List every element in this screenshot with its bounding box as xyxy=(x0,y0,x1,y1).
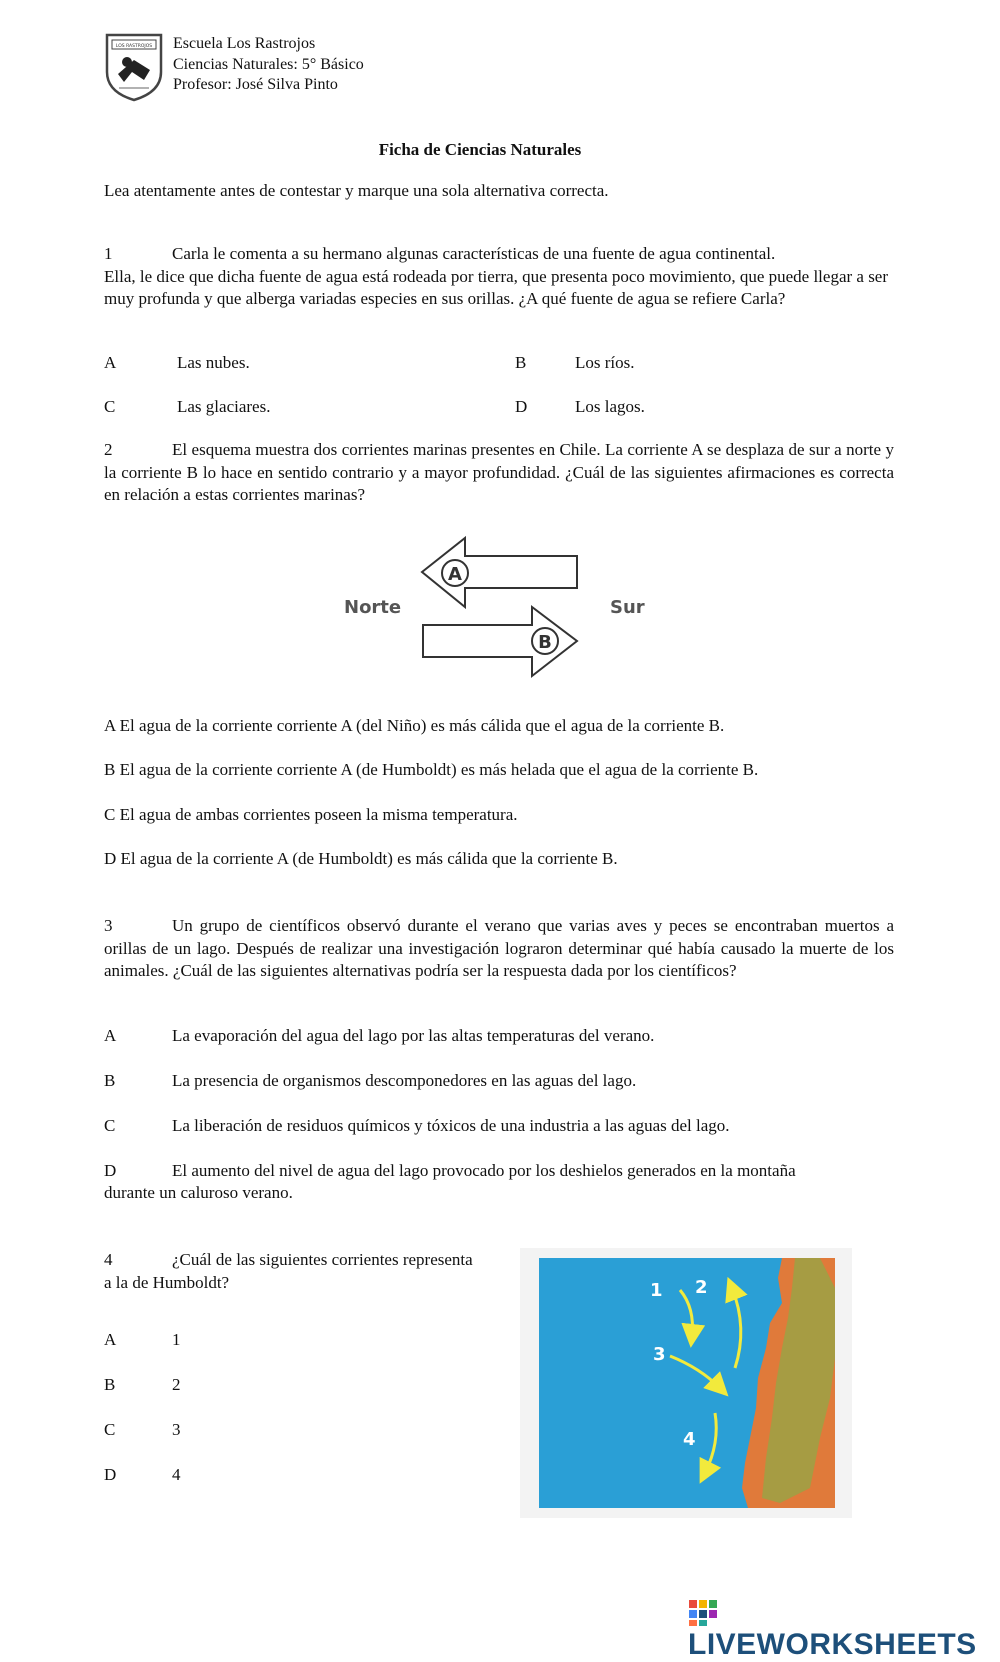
question-1 xyxy=(104,243,894,311)
q1-option-d-text[interactable]: Los lagos. xyxy=(575,397,645,416)
q2-option-c[interactable]: C El agua de ambas corrientes poseen la misma temperatura. xyxy=(104,805,518,824)
map-label-2: 2 xyxy=(695,1277,708,1298)
question-number: 4 xyxy=(104,1250,113,1269)
currents-arrow-diagram xyxy=(420,535,580,680)
q3-option-d-continued[interactable]: durante un caluroso verano. xyxy=(104,1183,293,1202)
question-number: 2 xyxy=(104,440,113,459)
question-2 xyxy=(104,439,894,507)
q1-option-b-letter[interactable]: B xyxy=(515,353,527,372)
q4-option-b-text[interactable]: 2 xyxy=(172,1375,181,1394)
brand-text: LIVEWORKSHEETS xyxy=(688,1628,977,1661)
q1-option-d-letter[interactable]: D xyxy=(515,397,528,416)
question-number: 1 xyxy=(104,244,113,263)
question-3 xyxy=(104,915,894,983)
q1-option-b-text[interactable]: Los ríos. xyxy=(575,353,635,372)
question-text-first: ¿Cuál de las siguientes corrientes representa xyxy=(172,1250,473,1269)
q2-option-d[interactable]: D El agua de la corriente A (de Humboldt) es más cálida que la corriente B. xyxy=(104,849,618,868)
page-title: Ficha de Ciencias Naturales xyxy=(378,140,582,159)
q3-option-d-letter[interactable]: D xyxy=(104,1161,117,1180)
q4-option-d-letter[interactable]: D xyxy=(104,1465,117,1484)
diagram-label-norte: Norte xyxy=(344,597,402,618)
arrow-a-label: A xyxy=(448,564,462,585)
svg-text:LOS RASTROJOS: LOS RASTROJOS xyxy=(115,44,153,49)
q1-option-a-text[interactable]: Las nubes. xyxy=(177,353,250,372)
school-header xyxy=(173,34,364,96)
teacher-line: Profesor: José Silva Pinto xyxy=(173,76,338,93)
map-label-1: 1 xyxy=(650,1280,663,1301)
question-text: Un grupo de científicos observó durante el verano que varias aves y peces se encontraban muertos a orillas de un lago. Después de realizar una investigación lograron determinar qué había causado la muerte de los animales. ¿Cuál de las siguientes alternativas podría ser la respuesta dada por los científicos? xyxy=(104,916,894,980)
q3-option-c-letter[interactable]: C xyxy=(104,1116,116,1135)
q1-option-c-letter[interactable]: C xyxy=(104,397,116,416)
q4-option-c-text[interactable]: 3 xyxy=(172,1420,181,1439)
question-text: El esquema muestra dos corrientes marinas presentes en Chile. La corriente A se desplaza de sur a norte y la corriente B lo hace en sentido contrario y a mayor profundidad. ¿Cuál de las siguientes afirmaciones es correcta en relación a estas corrientes marinas? xyxy=(104,440,894,504)
q2-option-a[interactable]: A El agua de la corriente corriente A (del Niño) es más cálida que el agua de la corriente B. xyxy=(104,716,725,735)
q3-option-b-letter[interactable]: B xyxy=(104,1071,116,1090)
question-text-rest: a la de Humboldt? xyxy=(104,1272,230,1292)
question-number: 3 xyxy=(104,916,113,935)
q3-option-b-text[interactable]: La presencia de organismos descomponedores en las aguas del lago. xyxy=(172,1071,637,1090)
q3-option-a-letter[interactable]: A xyxy=(104,1026,117,1045)
question-text-rest: Ella, le dice que dicha fuente de agua está rodeada por tierra, que presenta poco movimiento, que puede llegar a ser muy profunda y que alberga variadas especies en sus orillas. ¿A qué fuente de agua se refiere Carla? xyxy=(104,266,889,308)
q1-option-a-letter[interactable]: A xyxy=(104,353,117,372)
q4-option-a-text[interactable]: 1 xyxy=(172,1330,181,1349)
q1-option-c-text[interactable]: Las glaciares. xyxy=(177,397,271,416)
arrow-b-label: B xyxy=(538,632,552,653)
school-name: Escuela Los Rastrojos xyxy=(173,35,316,52)
subject-line: Ciencias Naturales: 5° Básico xyxy=(173,55,364,73)
q2-option-b[interactable]: B El agua de la corriente corriente A (de Humboldt) es más helada que el agua de la corriente B. xyxy=(104,760,759,779)
question-4 xyxy=(104,1249,524,1294)
q4-option-c-letter[interactable]: C xyxy=(104,1420,116,1439)
currents-map xyxy=(520,1248,852,1518)
diagram-label-sur: Sur xyxy=(610,597,645,618)
school-logo xyxy=(104,32,164,102)
q4-option-d-text[interactable]: 4 xyxy=(172,1465,181,1484)
q3-option-c-text[interactable]: La liberación de residuos químicos y tóxicos de una industria a las aguas del lago. xyxy=(172,1116,730,1135)
liveworksheets-icon xyxy=(688,1598,718,1628)
question-text-first: Carla le comenta a su hermano algunas características de una fuente de agua continental. xyxy=(172,244,776,263)
map-label-4: 4 xyxy=(683,1429,696,1450)
instructions: Lea atentamente antes de contestar y marque una sola alternativa correcta. xyxy=(104,181,609,200)
map-label-3: 3 xyxy=(653,1344,666,1365)
q3-option-a-text[interactable]: La evaporación del agua del lago por las altas temperaturas del verano. xyxy=(172,1026,655,1045)
liveworksheets-logo xyxy=(688,1598,1000,1662)
q4-option-a-letter[interactable]: A xyxy=(104,1330,117,1349)
q3-option-d-text[interactable]: El aumento del nivel de agua del lago provocado por los deshielos generados en la montaña xyxy=(172,1161,796,1180)
q4-option-b-letter[interactable]: B xyxy=(104,1375,116,1394)
